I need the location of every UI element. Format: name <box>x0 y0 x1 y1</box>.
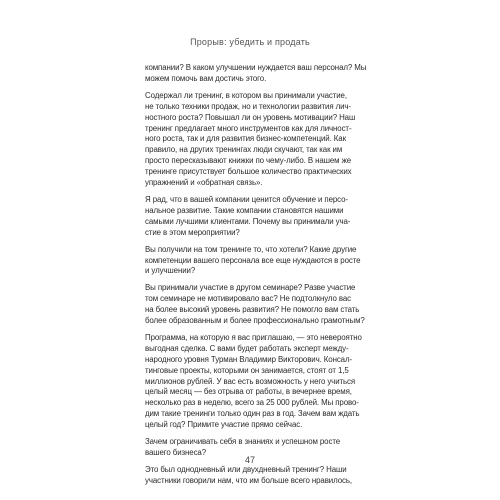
text-line: Вы получили на том тренинге то, что хотели? Какие другие <box>145 244 357 254</box>
text-line: стие в этом мероприятии? <box>145 227 240 237</box>
paragraph <box>145 333 377 431</box>
text-line: нальное развитие. Такие компании становятся нашими <box>145 205 344 215</box>
text-line: Содержал ли тренинг, в котором вы принимали участие, <box>145 90 347 100</box>
text-line: Это был однодневный или двухдневный тренинг? Наши <box>145 464 347 474</box>
text-line: можем помочь вам достичь этого. <box>145 73 267 83</box>
text-line: на более высокий уровень развития? Не помогло вам стать <box>145 305 360 315</box>
text-line: Программа, на которую я вас приглашаю, — это невероятно <box>145 332 362 342</box>
text-line: упражнений и «обратная связь». <box>145 178 263 188</box>
text-line: компетенции вашего персонала все еще нуждаются в росте <box>145 255 361 265</box>
text-line: Я рад, что в вашей компании ценится обучение и персо- <box>145 194 348 204</box>
running-header: Прорыв: убедить и продать <box>190 37 310 47</box>
paragraph <box>145 195 377 239</box>
text-line: целый год? Примите участие прямо сейчас. <box>145 420 303 430</box>
text-line: Вы принимали участие в другом семинаре? Разве участие <box>145 283 356 293</box>
text-line: правило, на других тренингах люди скучают, так как им <box>145 145 343 155</box>
text-line: компании? В каком улучшении нуждается ваш персонал? Мы <box>145 63 367 72</box>
paragraph <box>145 283 377 327</box>
text-line: том семинаре не мотивировало вас? Не подтолкнуло вас <box>145 294 351 304</box>
text-line: ностного роста? Повышал ли он уровень мотивации? Наш <box>145 112 356 122</box>
text-line: не только техники продаж, но и технологии развития лич- <box>145 101 351 111</box>
text-line: участники говорили нам, что им больше всего нравилось, <box>145 475 352 485</box>
text-line: дим такие тренинги только один раз в год. Зачем вам ждать <box>145 409 360 419</box>
paragraph <box>145 91 377 189</box>
text-line: просто пересказывают книжки по чему-либо. В нашем же <box>145 156 352 166</box>
page-number: 47 <box>244 455 255 465</box>
text-line: несколько раз в неделю, всего за 25 000 рублей. Мы прово- <box>145 398 359 408</box>
paragraph <box>145 245 377 278</box>
text-line: и улучшении? <box>145 266 196 276</box>
text-line: тренинге присутствует большое количество практических <box>145 167 352 177</box>
text-line: Зачем ограничивать себя в знаниях и успешном росте <box>145 437 341 447</box>
text-line: вашего бизнеса? <box>145 448 207 457</box>
paragraph <box>145 465 377 487</box>
text-line: тинговые проекты, которыми он занимается, стоят от 1,5 <box>145 365 349 375</box>
text-line: самыми лучшими клиентами. Почему вы принимали уча- <box>145 216 351 226</box>
text-line: ного роста, так и для развития бизнес-компетенций. Как <box>145 134 346 144</box>
paragraph <box>145 63 377 85</box>
text-line: тренинг предлагает много инструментов как для личност- <box>145 123 352 133</box>
text-line: народного уровня Турман Владимир Викторович. Консал- <box>145 354 353 364</box>
text-line: целый месяц — без отрыва от работы, в вечернее время, <box>145 387 352 397</box>
text-line: более образованным и более профессионально грамотным? <box>145 316 365 326</box>
text-line: выгодная сделка. С вами будет работать эксперт между- <box>145 343 349 353</box>
body-text <box>145 63 377 493</box>
text-line: миллионов рублей. У вас есть возможность у него учиться <box>145 376 356 386</box>
